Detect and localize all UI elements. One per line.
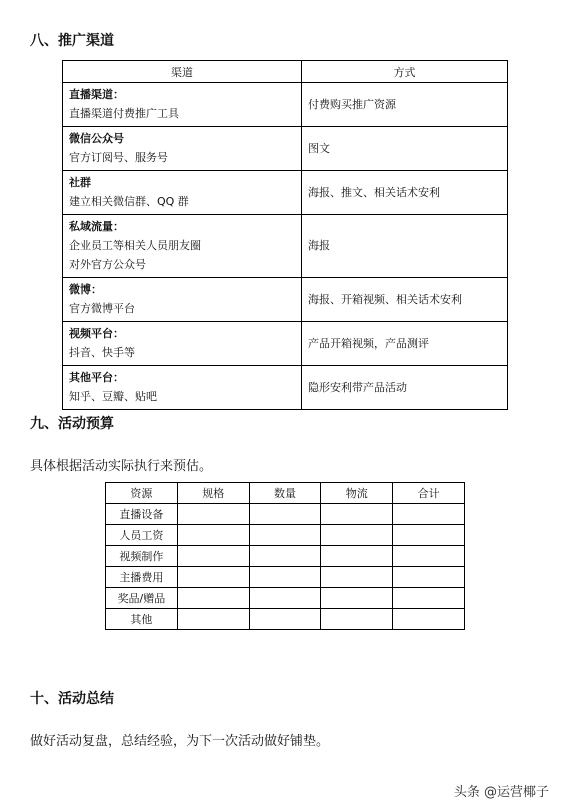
- channel-desc: 直播渠道付费推广工具: [69, 107, 179, 120]
- channel-name: 微博：: [69, 283, 102, 296]
- budget-row: [106, 567, 465, 588]
- header-resource: 资源: [106, 483, 178, 504]
- channel-name: 私域流量：: [69, 220, 124, 233]
- channel-desc: 建立相关微信群、QQ 群: [69, 195, 189, 208]
- budget-empty-cell: [249, 546, 321, 567]
- summary-text: 做好活动复盘，总结经验，为下一次活动做好铺垫。: [30, 734, 330, 749]
- budget-empty-cell: [321, 504, 393, 525]
- header-logistics: 物流: [321, 483, 393, 504]
- budget-empty-cell: [393, 504, 465, 525]
- channel-desc: 官方微博平台: [69, 302, 135, 315]
- header-total: 合计: [393, 483, 465, 504]
- channel-name: 直播渠道：: [69, 88, 124, 101]
- budget-row: [106, 504, 465, 525]
- channel-row: [63, 83, 508, 127]
- budget-row: [106, 588, 465, 609]
- channel-cell: [63, 171, 302, 215]
- channel-desc: 知乎、豆瓣、贴吧: [69, 390, 157, 403]
- budget-empty-cell: [321, 567, 393, 588]
- channel-name: 微信公众号: [69, 132, 124, 145]
- channel-cell: [63, 215, 302, 278]
- section-9-title: 九、活动预算: [30, 416, 114, 432]
- channel-method: 付费购买推广资源: [302, 83, 508, 127]
- budget-resource: 直播设备: [106, 504, 178, 525]
- channel-row: [63, 366, 508, 410]
- budget-empty-cell: [177, 588, 249, 609]
- budget-empty-cell: [249, 588, 321, 609]
- watermark: 头条 @运营椰子: [453, 785, 549, 800]
- budget-empty-cell: [321, 588, 393, 609]
- budget-row: [106, 609, 465, 630]
- channel-row: [63, 215, 508, 278]
- channel-table-header: [63, 61, 508, 83]
- channel-desc: 抖音、快手等: [69, 346, 135, 359]
- budget-empty-cell: [321, 525, 393, 546]
- channel-desc: 官方订阅号、服务号: [69, 151, 168, 164]
- budget-empty-cell: [393, 525, 465, 546]
- budget-intro: 具体根据活动实际执行来预估。: [30, 459, 213, 474]
- budget-empty-cell: [177, 609, 249, 630]
- budget-empty-cell: [177, 546, 249, 567]
- budget-resource: 主播费用: [106, 567, 178, 588]
- budget-row: [106, 525, 465, 546]
- budget-table: [105, 482, 465, 630]
- budget-empty-cell: [249, 567, 321, 588]
- channel-row: [63, 278, 508, 322]
- channel-method: 海报、推文、相关话术安利: [302, 171, 508, 215]
- budget-resource: 视频制作: [106, 546, 178, 567]
- budget-row: [106, 546, 465, 567]
- channel-table: [62, 60, 508, 410]
- channel-cell: [63, 366, 302, 410]
- channel-name: 社群: [69, 176, 91, 189]
- budget-empty-cell: [393, 546, 465, 567]
- channel-method: 隐形安利带产品活动: [302, 366, 508, 410]
- channel-name: 视频平台：: [69, 327, 124, 340]
- budget-resource: 奖品/赠品: [106, 588, 178, 609]
- channel-desc: 对外官方公众号: [69, 258, 146, 271]
- budget-empty-cell: [177, 525, 249, 546]
- channel-cell: [63, 322, 302, 366]
- budget-empty-cell: [393, 609, 465, 630]
- channel-cell: [63, 127, 302, 171]
- budget-empty-cell: [249, 504, 321, 525]
- section-8-title: 八、推广渠道: [30, 33, 114, 49]
- budget-empty-cell: [177, 567, 249, 588]
- channel-method: 产品开箱视频，产品测评: [302, 322, 508, 366]
- channel-method: 海报: [302, 215, 508, 278]
- channel-cell: [63, 83, 302, 127]
- channel-method: 图文: [302, 127, 508, 171]
- budget-resource: 人员工资: [106, 525, 178, 546]
- budget-empty-cell: [321, 609, 393, 630]
- channel-row: [63, 171, 508, 215]
- section-10-title: 十、活动总结: [30, 691, 114, 707]
- header-spec: 规格: [177, 483, 249, 504]
- budget-table-header: [106, 483, 465, 504]
- header-channel: 渠道: [63, 61, 302, 83]
- budget-empty-cell: [321, 546, 393, 567]
- channel-desc: 企业员工等相关人员朋友圈: [69, 239, 201, 252]
- budget-empty-cell: [249, 525, 321, 546]
- header-quantity: 数量: [249, 483, 321, 504]
- budget-empty-cell: [177, 504, 249, 525]
- header-method: 方式: [302, 61, 508, 83]
- channel-name: 其他平台：: [69, 371, 124, 384]
- channel-method: 海报、开箱视频、相关话术安利: [302, 278, 508, 322]
- budget-empty-cell: [249, 609, 321, 630]
- budget-empty-cell: [393, 588, 465, 609]
- budget-empty-cell: [393, 567, 465, 588]
- channel-row: [63, 127, 508, 171]
- channel-cell: [63, 278, 302, 322]
- channel-row: [63, 322, 508, 366]
- budget-resource: 其他: [106, 609, 178, 630]
